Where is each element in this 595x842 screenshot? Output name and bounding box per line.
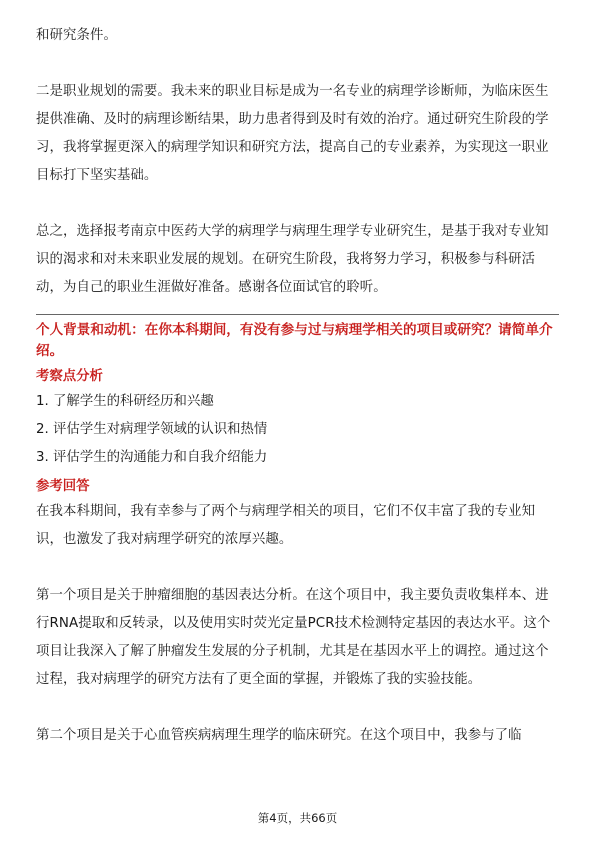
- document-page: [36, 0, 559, 750]
- paragraph-conclusion: 总之，选择报考南京中医药大学的病理学与病理生理学专业研究生，是基于我对专业知识的渴求和对未来职业发展的规划。在研究生阶段，我将努力学习，积极参与科研活动，为自己的职业生涯做好准备。感谢各位面试官的聆听。: [36, 224, 549, 295]
- paragraph-continuation: 和研究条件。: [36, 28, 117, 43]
- answer-paragraph: 第一个项目是关于肿瘤细胞的基因表达分析。在这个项目中，我主要负责收集样本、进行RNA提取和反转录，以及使用实时荧光定量PCR技术检测特定基因的表达水平。这个项目让我深入了解了肿瘤发生发展的分子机制，尤其是在基因水平上的调控。通过这个过程，我对病理学的研究方法有了更全面的掌握，并锻炼了我的实验技能。: [36, 588, 551, 687]
- paragraph-career-plan: 二是职业规划的需要。我未来的职业目标是成为一名专业的病理学诊断师，为临床医生提供准确、及时的病理诊断结果，助力患者得到及时有效的治疗。通过研究生阶段的学习，我将掌握更深入的病理学知识和研究方法，提高自己的专业素养，为实现这一职业目标打下坚实基础。: [36, 84, 549, 183]
- analysis-item: 2. 评估学生对病理学领域的认识和热情: [36, 422, 268, 437]
- page-number: 第4页，共66页: [257, 811, 338, 825]
- answer-paragraph: 第二个项目是关于心血管疾病病理生理学的临床研究。在这个项目中，我参与了临: [36, 728, 522, 743]
- analysis-item: 1. 了解学生的科研经历和兴趣: [36, 394, 214, 409]
- answer-title: 参考回答: [36, 479, 90, 494]
- analysis-title: 考察点分析: [36, 369, 103, 384]
- answer-paragraph: 在我本科期间，我有幸参与了两个与病理学相关的项目，它们不仅丰富了我的专业知识，也激发了我对病理学研究的浓厚兴趣。: [36, 504, 536, 547]
- question-heading: 个人背景和动机：在你本科期间，有没有参与过与病理学相关的项目或研究？请简单介绍。: [36, 322, 553, 359]
- analysis-item: 3. 评估学生的沟通能力和自我介绍能力: [36, 450, 268, 465]
- section-divider: [36, 314, 559, 315]
